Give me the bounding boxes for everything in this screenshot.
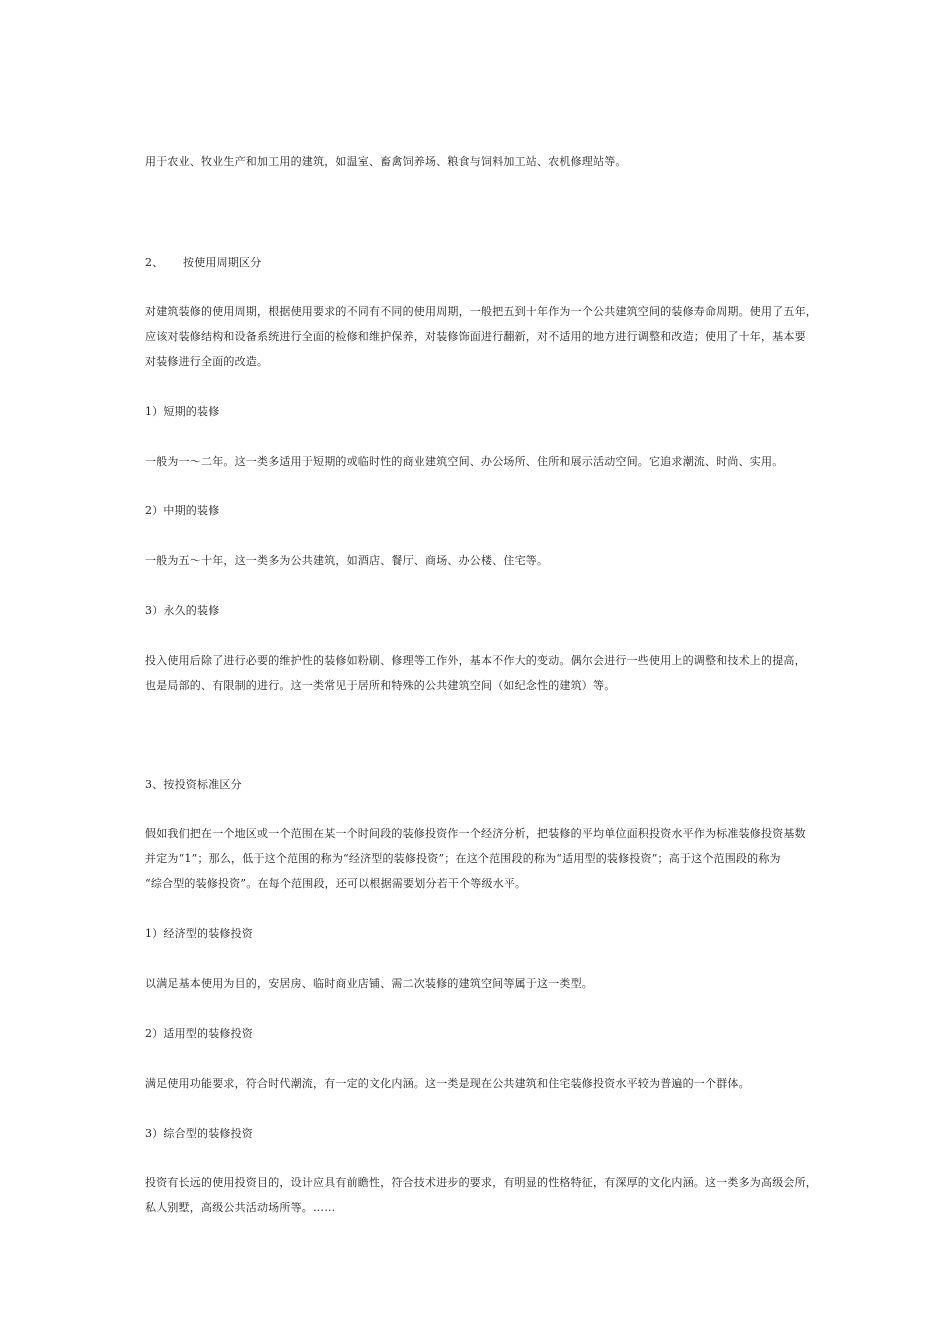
section-heading: 3、按投资标准区分 bbox=[145, 778, 242, 791]
paragraph-line: 投入使用后除了进行必要的维护性的装修如粉刷、修理等工作外，基本不作大的变动。偶尔会进行一些使用上的调整和技术上的提高， bbox=[145, 654, 806, 667]
paragraph-line: 对建筑装修的使用周期，根据使用要求的不同有不同的使用周期，一般把五到十年作为一个公共建筑空间的装修寿命周期。使用了五年， bbox=[145, 305, 817, 318]
section-number: 2、 bbox=[145, 256, 164, 269]
paragraph-line: 满足使用功能要求，符合时代潮流，有一定的文化内涵。这一类是现在公共建筑和住宅装修投资水平较为普遍的一个群体。 bbox=[145, 1077, 750, 1090]
paragraph-line: 私人别墅，高级公共活动场所等。…… bbox=[145, 1201, 336, 1214]
subsection-title: 2）中期的装修 bbox=[145, 504, 220, 517]
paragraph-line: 以满足基本使用为目的，安居房、临时商业店铺、需二次装修的建筑空间等属于这一类型。 bbox=[145, 977, 593, 990]
paragraph-line: 投资有长远的使用投资目的，设计应具有前瞻性，符合技术进步的要求，有明显的性格特征，有深厚的文化内涵。这一类多为高级会所， bbox=[145, 1176, 817, 1189]
subsection-title: 3）综合型的装修投资 bbox=[145, 1127, 253, 1140]
section-title: 按使用周期区分 bbox=[183, 256, 262, 269]
subsection-title: 3）永久的装修 bbox=[145, 604, 220, 617]
paragraph-line: 应该对装修结构和设备系统进行全面的检修和维护保养，对装修饰面进行翻新，对不适用的地方进行调整和改造；使用了十年，基本要 bbox=[145, 330, 806, 343]
paragraph-line: 一般为一～二年。这一类多适用于短期的或临时性的商业建筑空间、办公场所、住所和展示活动空间。它追求潮流、时尚、实用。 bbox=[145, 455, 784, 468]
paragraph-line: 对装修进行全面的改造。 bbox=[145, 355, 269, 368]
subsection-title: 1）经济型的装修投资 bbox=[145, 927, 253, 940]
paragraph-line: 并定为“1”；那么，低于这个范围的称为“经济型的装修投资”；在这个范围段的称为“适用型的装修投资”；高于这个范围段的称为 bbox=[145, 852, 781, 865]
paragraph-line: 一般为五～十年，这一类多为公共建筑，如酒店、餐厅、商场、办公楼、住宅等。 bbox=[145, 554, 549, 567]
subsection-title: 1）短期的装修 bbox=[145, 405, 220, 418]
section-heading bbox=[145, 256, 261, 270]
paragraph-line: 假如我们把在一个地区或一个范围在某一个时间段的装修投资作一个经济分析，把装修的平均单位面积投资水平作为标准装修投资基数 bbox=[145, 827, 806, 840]
intro-paragraph: 用于农业、牧业生产和加工用的建筑，如温室、畜禽饲养场、粮食与饲料加工站、农机修理站等。 bbox=[145, 155, 627, 168]
paragraph-line: 也是局部的、有限制的进行。这一类常见于居所和特殊的公共建筑空间（如纪念性的建筑）等。 bbox=[145, 679, 616, 692]
paragraph-line: “综合型的装修投资”。在每个范围段，还可以根据需要划分若干个等级水平。 bbox=[145, 877, 527, 890]
subsection-title: 2）适用型的装修投资 bbox=[145, 1027, 253, 1040]
